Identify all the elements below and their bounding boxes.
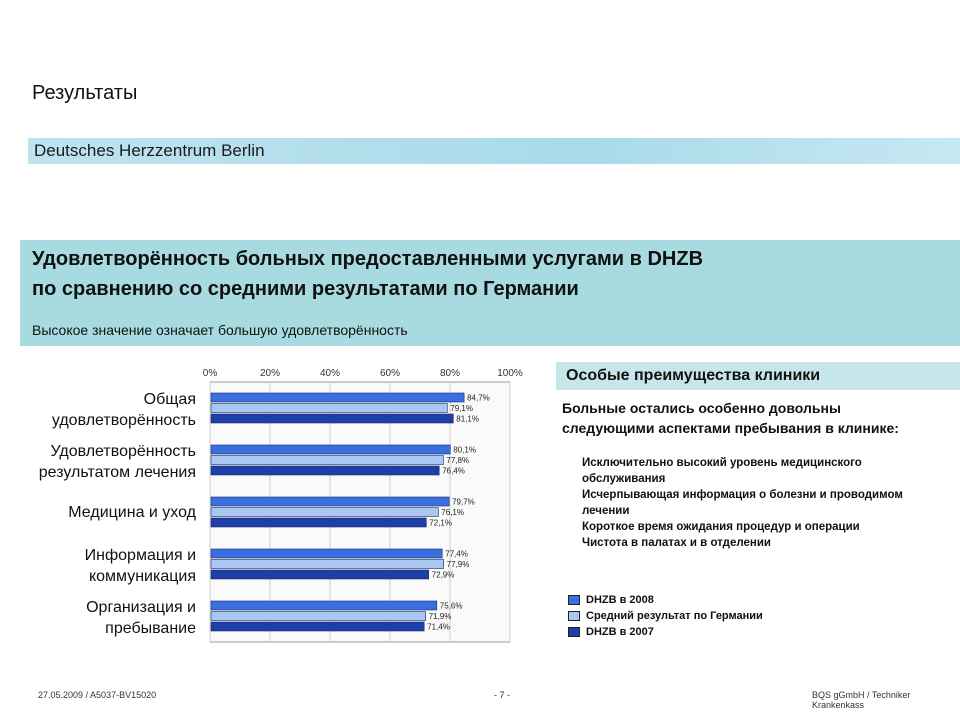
- advantage-item: Исключительно высокий уровень медицинского: [582, 457, 862, 469]
- data-label: 79,1%: [450, 404, 473, 413]
- data-label: 77,8%: [446, 456, 470, 465]
- data-label: 77,9%: [446, 560, 470, 569]
- chart-title-line1: Удовлетворённость больных предоставленными услугами в DHZB: [32, 248, 704, 270]
- category-label: Удовлетворённость: [50, 443, 196, 460]
- category-label: Информация и: [84, 547, 196, 564]
- bar-chart: [0, 360, 550, 650]
- x-tick-label: 80%: [439, 368, 461, 379]
- advantages-band: [556, 362, 960, 390]
- section-label: Результаты: [32, 82, 138, 104]
- x-tick-label: 40%: [319, 368, 341, 379]
- data-label: 76,4%: [442, 466, 465, 476]
- advantages-intro-line1: Больные остались особенно довольны: [562, 400, 841, 416]
- advantage-item: лечении: [582, 505, 630, 517]
- legend-swatch: [568, 611, 580, 621]
- data-label: 77,4%: [445, 549, 468, 559]
- bar: [211, 560, 444, 569]
- legend-swatch: [568, 627, 580, 637]
- bar: [211, 456, 443, 465]
- bar: [211, 612, 426, 621]
- bar: [211, 497, 449, 506]
- data-label: 84,7%: [467, 393, 490, 403]
- legend-item-dhzb-2007: [568, 626, 654, 638]
- bar: [211, 622, 424, 631]
- category-label: удовлетворённость: [51, 412, 196, 429]
- bar: [211, 445, 450, 454]
- chart-title-line2: по сравнению со средними результатами по Германии: [32, 278, 579, 300]
- data-label: 75,6%: [439, 601, 463, 611]
- bar: [211, 508, 438, 517]
- data-label: 76,1%: [441, 508, 464, 517]
- data-label: 72,1%: [429, 518, 452, 528]
- x-tick-label: 60%: [379, 368, 401, 379]
- footer-publisher: BQS gGmbH / Techniker Krankenkass: [812, 690, 911, 710]
- category-label: Организация и: [86, 599, 196, 616]
- category-label: коммуникация: [88, 568, 196, 585]
- data-label: 80,1%: [453, 445, 476, 455]
- x-tick-label: 0%: [202, 368, 218, 379]
- data-label: 71,4%: [427, 622, 450, 632]
- data-label: 79,7%: [452, 497, 475, 507]
- bar: [211, 518, 426, 527]
- advantage-item: Чистота в палатах и в отделении: [582, 537, 771, 549]
- category-label: пребывание: [105, 620, 196, 637]
- data-label: 71,9%: [428, 612, 452, 621]
- category-label: Медицина и уход: [68, 504, 196, 521]
- data-label: 81,1%: [456, 414, 479, 424]
- advantages-intro-line2: следующими аспектами пребывания в клинике:: [562, 420, 899, 436]
- bar: [211, 601, 437, 610]
- legend-item-germany-average: [568, 610, 763, 622]
- legend-label: Средний результат по Германии: [586, 610, 763, 622]
- advantage-item: Короткое время ожидания процедур и операции: [582, 521, 860, 533]
- legend-swatch: [568, 595, 580, 605]
- bar: [211, 393, 464, 402]
- bar: [211, 466, 439, 475]
- category-label: результатом лечения: [38, 464, 196, 481]
- data-label: 72,9%: [431, 570, 455, 580]
- bar: [211, 549, 442, 558]
- bar: [211, 404, 447, 413]
- hospital-band: [28, 138, 960, 164]
- advantages-title: Особые преимущества клиники: [566, 367, 821, 384]
- advantage-item: обслуживания: [582, 473, 666, 485]
- bar: [211, 414, 453, 423]
- legend-label: DHZB в 2007: [586, 626, 654, 638]
- category-label: Общая: [143, 391, 196, 408]
- chart-subtitle: Высокое значение означает большую удовлетворённость: [32, 322, 408, 338]
- x-tick-label: 20%: [259, 368, 281, 379]
- legend-item-dhzb-2008: [568, 594, 654, 606]
- bar: [211, 570, 429, 579]
- footer-page-number: - 7 -: [494, 690, 511, 700]
- footer-date-ref: 27.05.2009 / A5037-BV15020: [38, 690, 157, 700]
- hospital-name: Deutsches Herzzentrum Berlin: [34, 141, 265, 160]
- x-tick-label: 100%: [497, 368, 523, 379]
- advantage-item: Исчерпывающая информация о болезни и проводимом: [582, 489, 903, 501]
- legend-label: DHZB в 2008: [586, 594, 654, 606]
- title-band: [20, 240, 960, 346]
